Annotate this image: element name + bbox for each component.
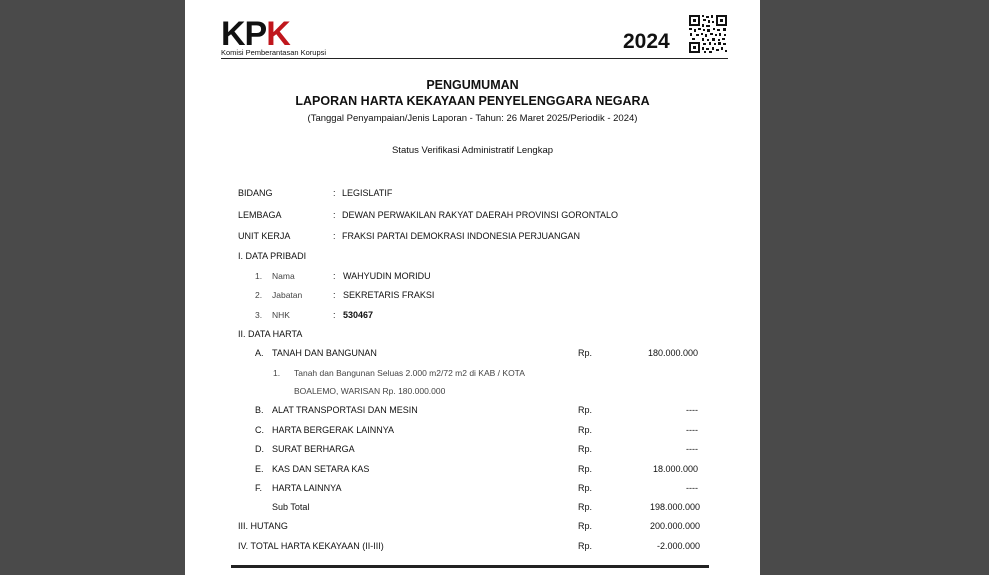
report-title: LAPORAN HARTA KEKAYAAN PENYELENGGARA NEGARA (295, 94, 650, 108)
unit-kerja-value: FRAKSI PARTAI DEMOKRASI INDONESIA PERJUANGAN (342, 231, 581, 241)
harta-f-label: HARTA LAINNYA (272, 483, 342, 493)
data-harta-heading: II. DATA HARTA (238, 329, 303, 339)
nama-label: Nama (272, 271, 295, 281)
harta-f-letter: F. (255, 483, 263, 493)
kpk-logo (221, 16, 336, 60)
rp-label: Rp. (578, 541, 593, 551)
harta-d-letter: D. (255, 444, 264, 454)
report-year: 2024 (623, 30, 670, 53)
rp-label: Rp. (578, 405, 593, 415)
colon: : (333, 210, 336, 220)
kpk-logo-subtitle: Komisi Pemberantasan Korupsi (221, 48, 327, 57)
harta-d-label: SURAT BERHARGA (272, 444, 355, 454)
rp-label: Rp. (578, 444, 593, 454)
colon: : (333, 310, 336, 320)
pribadi-num: 2. (255, 290, 263, 300)
document-page (185, 0, 760, 575)
harta-b-amount: ---- (686, 405, 698, 415)
hutang-amount: 200.000.000 (649, 521, 700, 531)
qr-code-icon (688, 14, 728, 54)
harta-b-letter: B. (255, 405, 264, 415)
nhk-label: NHK (272, 310, 290, 320)
colon: : (333, 188, 336, 198)
harta-a-label: TANAH DAN BANGUNAN (272, 348, 377, 358)
total-amount: -2.000.000 (656, 541, 700, 551)
unit-kerja-label: UNIT KERJA (238, 231, 291, 241)
rp-label: Rp. (578, 483, 593, 493)
harta-a-detail-line2: BOALEMO, WARISAN Rp. 180.000.000 (294, 386, 446, 396)
kpk-logo-text: KPK (221, 15, 290, 53)
harta-f-amount: ---- (686, 483, 698, 493)
announcement-title: PENGUMUMAN (426, 78, 519, 92)
rp-label: Rp. (578, 502, 593, 512)
header-divider (221, 58, 728, 59)
lembaga-value: DEWAN PERWAKILAN RAKYAT DAERAH PROVINSI GORONTALO (342, 210, 619, 220)
harta-a-detail-num: 1. (273, 368, 281, 378)
colon: : (333, 271, 336, 281)
rp-label: Rp. (578, 464, 593, 474)
harta-c-label: HARTA BERGERAK LAINNYA (272, 425, 395, 435)
nama-value: WAHYUDIN MORIDU (343, 271, 431, 281)
data-pribadi-heading: I. DATA PRIBADI (238, 251, 307, 261)
rp-label: Rp. (578, 348, 593, 358)
colon: : (333, 290, 336, 300)
harta-e-label: KAS DAN SETARA KAS (272, 464, 370, 474)
harta-c-letter: C. (255, 425, 264, 435)
report-subtitle: (Tanggal Penyampaian/Jenis Laporan - Tahun: 26 Maret 2025/Periodik - 2024) (307, 113, 638, 124)
harta-d-amount: ---- (686, 444, 698, 454)
subtotal-label: Sub Total (272, 502, 310, 512)
verification-status: Status Verifikasi Administratif Lengkap (391, 145, 554, 156)
jabatan-label: Jabatan (272, 290, 303, 300)
harta-a-detail-line1: Tanah dan Bangunan Seluas 2.000 m2/72 m2 di KAB / KOTA (294, 368, 525, 378)
pribadi-num: 1. (255, 271, 263, 281)
pribadi-num: 3. (255, 310, 263, 320)
harta-b-label: ALAT TRANSPORTASI DAN MESIN (272, 405, 418, 415)
total-label: IV. TOTAL HARTA KEKAYAAN (II-III) (238, 541, 384, 551)
bottom-divider (231, 565, 709, 568)
harta-e-letter: E. (255, 464, 264, 474)
colon: : (333, 231, 336, 241)
rp-label: Rp. (578, 425, 593, 435)
jabatan-value: SEKRETARIS FRAKSI (343, 290, 435, 300)
nhk-value: 530467 (343, 310, 374, 320)
harta-c-amount: ---- (686, 425, 698, 435)
bidang-label: BIDANG (238, 188, 273, 198)
bidang-value: LEGISLATIF (342, 188, 393, 198)
harta-a-amount: 180.000.000 (647, 348, 698, 358)
rp-label: Rp. (578, 521, 593, 531)
lembaga-label: LEMBAGA (238, 210, 282, 220)
harta-e-amount: 18.000.000 (652, 464, 698, 474)
harta-a-letter: A. (255, 348, 264, 358)
subtotal-amount: 198.000.000 (649, 502, 700, 512)
hutang-label: III. HUTANG (238, 521, 288, 531)
